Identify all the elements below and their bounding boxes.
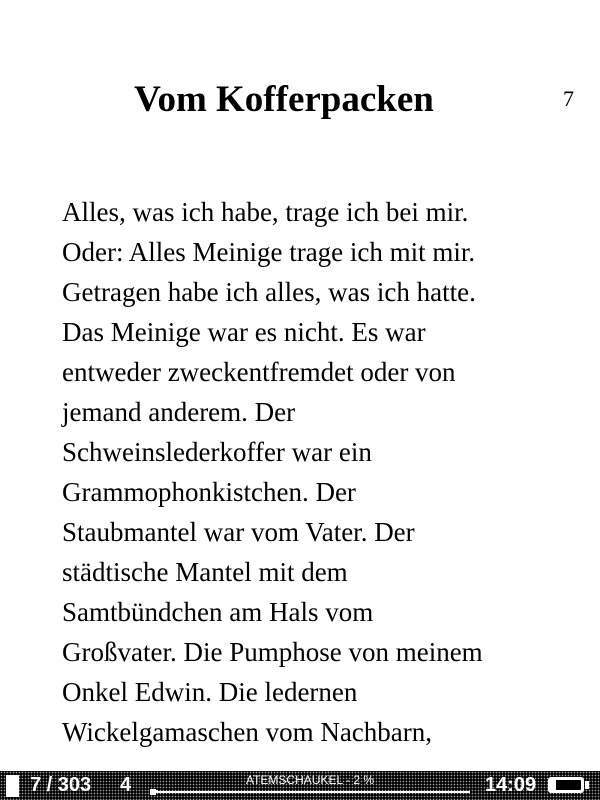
text-line: Getragen habe ich alles, was ich hatte. (62, 277, 476, 307)
progress-track[interactable] (150, 791, 470, 793)
text-line: Staubmantel war vom Vater. Der (62, 517, 415, 547)
text-line: Oder: Alles Meinige trage ich mit mir. (62, 237, 476, 267)
book-progress-label: ATEMSCHAUKEL - 2 % (245, 773, 375, 787)
battery-tip (585, 781, 589, 789)
text-line: Schweinslederkoffer war ein (62, 437, 372, 467)
text-line: Samtbündchen am Hals vom (62, 597, 374, 627)
book-text (62, 192, 582, 752)
battery-icon (548, 777, 584, 793)
text-line: entweder zweckentfremdet oder von (62, 357, 456, 387)
text-line: Alles, was ich habe, trage ich bei mir. (62, 197, 469, 227)
clock: 14:09 (485, 774, 537, 796)
text-line: Großvater. Die Pumphose von meinem (62, 637, 483, 667)
battery-body (551, 780, 581, 790)
text-line: städtische Mantel mit dem (62, 557, 348, 587)
progress-fill (150, 789, 156, 795)
text-line: Onkel Edwin. Die ledernen (62, 677, 358, 707)
page-counter[interactable]: 7 / 303 (30, 774, 92, 796)
text-line: Grammophonkistchen. Der (62, 477, 356, 507)
text-line: Das Meinige war es nicht. Es war (62, 317, 426, 347)
text-line: Wickelgamaschen vom Nachbarn, (62, 717, 433, 747)
chapter-pages-left: 4 (120, 774, 132, 796)
menu-indicator-icon[interactable] (6, 775, 19, 797)
text-line: jemand anderem. Der (62, 397, 296, 427)
chapter-title: Vom Kofferpacken (134, 79, 434, 120)
page-number: 7 (563, 86, 574, 111)
status-bar[interactable] (0, 771, 600, 800)
battery-level (551, 780, 556, 790)
